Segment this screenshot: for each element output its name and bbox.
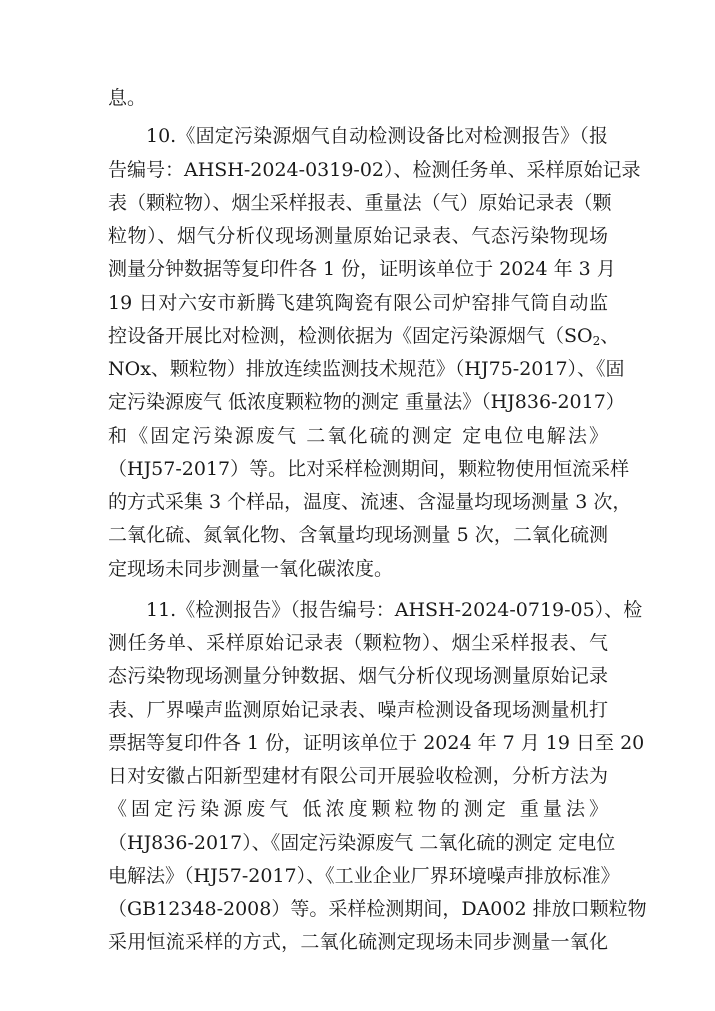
paragraph-11-line: 《固定污染源废气 低浓度颗粒物的测定 重量法》 — [108, 798, 608, 820]
paragraph-10-line: 二氧化硫、氮氧化物、含氧量均现场测量 5 次，二氧化硫测 — [108, 524, 608, 546]
paragraph-10-line: 测量分钟数据等复印件各 1 份，证明该单位于 2024 年 3 月 — [108, 258, 616, 280]
paragraph-10-line: 粒物）、烟气分析仪现场测量原始记录表、气态污染物现场 — [108, 225, 608, 247]
paragraph-10-line: NOx、颗粒物）排放连续监测技术规范》（HJ75-2017）、《固 — [108, 358, 625, 380]
so2-subscript: 2 — [592, 334, 601, 348]
paragraph-11-line: 测任务单、采样原始记录表（颗粒物）、烟尘采样报表、气 — [108, 632, 608, 654]
paragraph-10-line: 和《固定污染源废气 二氧化硫的测定 定电位电解法》 — [108, 425, 608, 447]
paragraph-10-line: 的方式采集 3 个样品，温度、流速、含湿量均现场测量 3 次， — [108, 491, 632, 513]
paragraph-10-line-with-subscript — [108, 319, 620, 353]
paragraph-10-line: 表（颗粒物）、烟尘采样报表、重量法（气）原始记录表（颗 — [108, 192, 612, 214]
paragraph-11-line: 态污染物现场测量分钟数据、烟气分析仪现场测量原始记录 — [108, 665, 608, 687]
paragraph-11-line: 票据等复印件各 1 份，证明该单位于 2024 年 7 月 19 日至 20 — [108, 732, 645, 754]
paragraph-11-line: 11.《检测报告》（报告编号：AHSH-2024-0719-05）、检 — [146, 599, 643, 621]
paragraph-11-line: 表、厂界噪声监测原始记录表、噪声检测设备现场测量机打 — [108, 699, 608, 721]
paragraph-11-line: （GB12348-2008）等。采样检测期间，DA002 排放口颗粒物 — [108, 898, 647, 920]
paragraph-11-line: 采用恒流采样的方式，二氧化硫测定现场未同步测量一氧化 — [108, 931, 608, 953]
paragraph-10-line: （HJ57-2017）等。比对采样检测期间，颗粒物使用恒流采样 — [108, 458, 630, 480]
paragraph-10-line: 10.《固定污染源烟气自动检测设备比对检测报告》（报 — [146, 125, 608, 147]
paragraph-10-line: 19 日对六安市新腾飞建筑陶瓷有限公司炉窑排气筒自动监 — [108, 292, 608, 314]
paragraph-11-line: （HJ836-2017）、《固定污染源废气 二氧化硫的测定 定电位 — [108, 832, 616, 854]
line-tail: 、 — [600, 325, 620, 347]
paragraph-11-line: 日对安徽占阳新型建材有限公司开展验收检测，分析方法为 — [108, 765, 608, 787]
paragraph-tail-line: 息。 — [108, 87, 147, 109]
paragraph-10-line: 定污染源废气 低浓度颗粒物的测定 重量法》（HJ836-2017） — [108, 391, 625, 413]
line-text: 控设备开展比对检测，检测依据为《固定污染源烟气（SO — [108, 325, 593, 347]
paragraph-10-line: 告编号：AHSH-2024-0319-02）、检测任务单、采样原始记录 — [108, 159, 641, 181]
paragraph-11-line: 电解法》（HJ57-2017）、《工业企业厂界环境噪声排放标准》 — [108, 865, 620, 887]
paragraph-10-line: 定现场未同步测量一氧化碳浓度。 — [108, 558, 394, 580]
